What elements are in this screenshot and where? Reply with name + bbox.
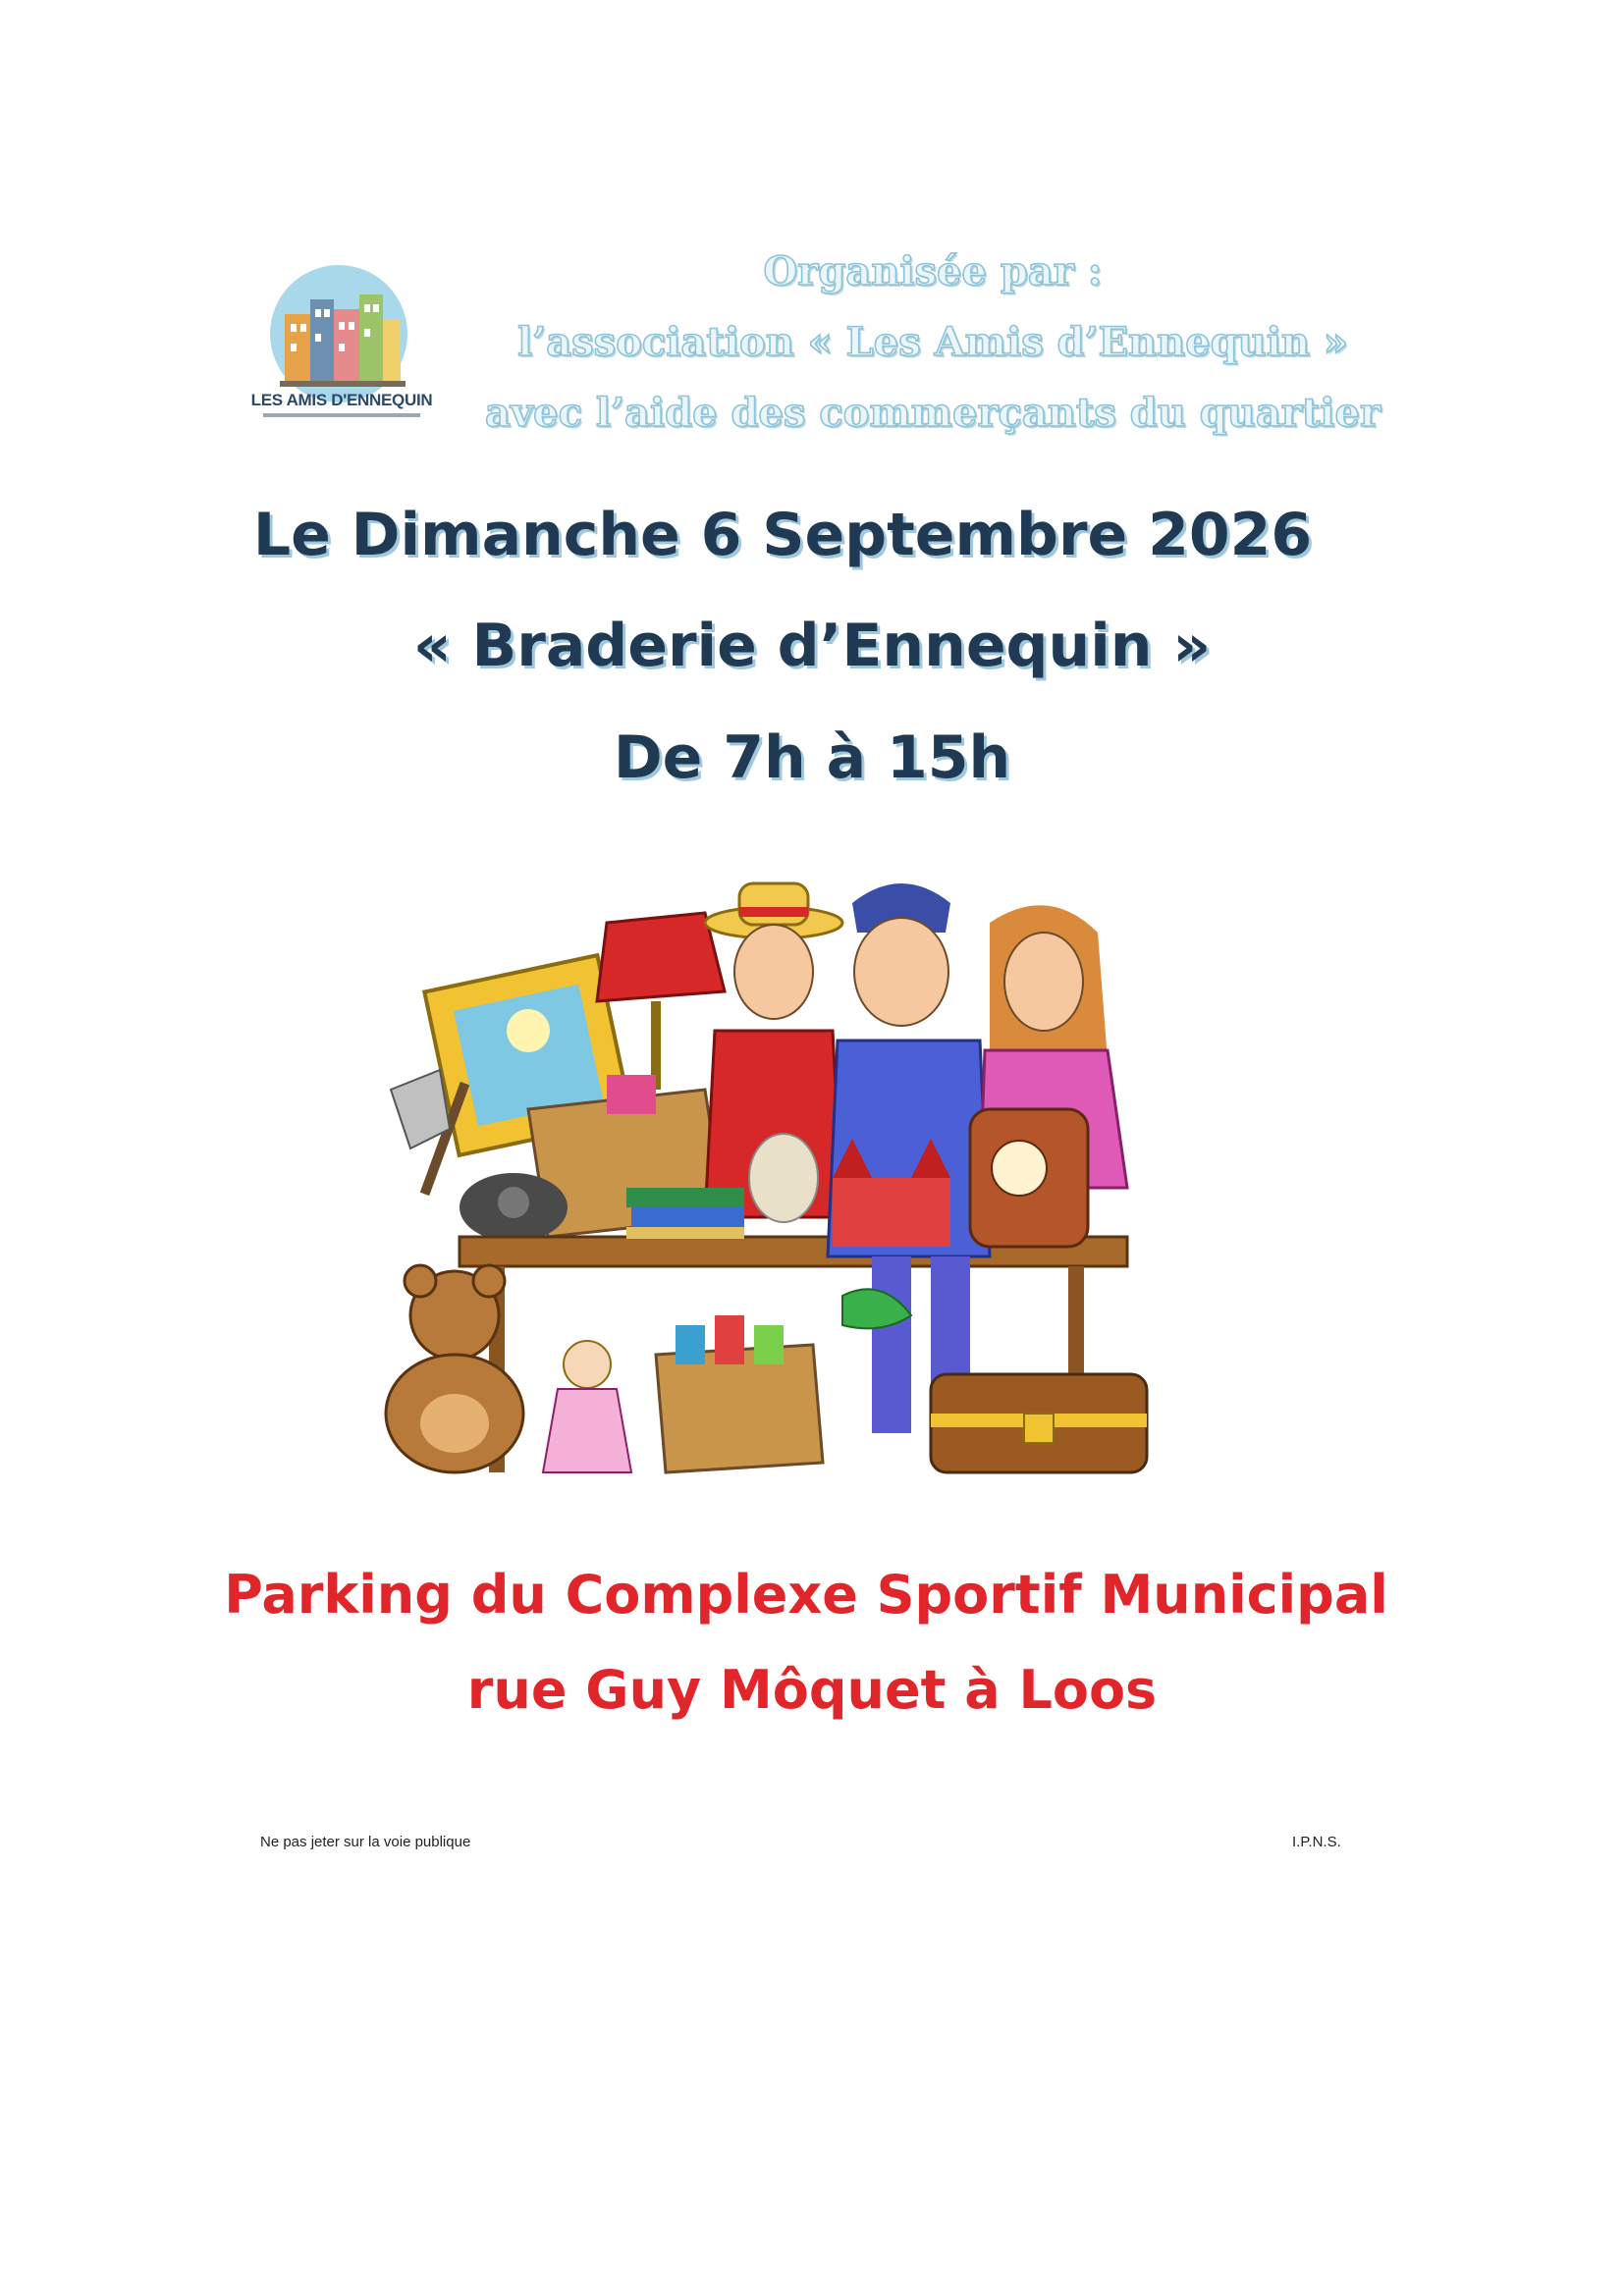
association-logo-icon (241, 245, 437, 442)
logo-subtitle-line (263, 413, 420, 417)
organizer-line-3: avec l’aide des commerçants du quartier (484, 390, 1381, 436)
footer-ipns: I.P.N.S. (1292, 1834, 1341, 1850)
event-date: Le Dimanche 6 Septembre 2026 (252, 501, 1313, 569)
flea-market-illustration (381, 864, 1225, 1492)
location-line-1: Parking du Complexe Sportif Municipal (224, 1564, 1388, 1626)
event-name: « Braderie d’Ennequin » (412, 612, 1212, 680)
location-line-2: rue Guy Môquet à Loos (466, 1659, 1158, 1721)
organizer-line-2: l’association « Les Amis d’Ennequin » (517, 319, 1348, 365)
logo-text: LES AMIS D'ENNEQUIN (250, 391, 433, 409)
organizer-line-1: Organisée par : (763, 248, 1103, 294)
event-hours: De 7h à 15h (613, 723, 1011, 792)
footer-notice: Ne pas jeter sur la voie publique (260, 1834, 471, 1850)
